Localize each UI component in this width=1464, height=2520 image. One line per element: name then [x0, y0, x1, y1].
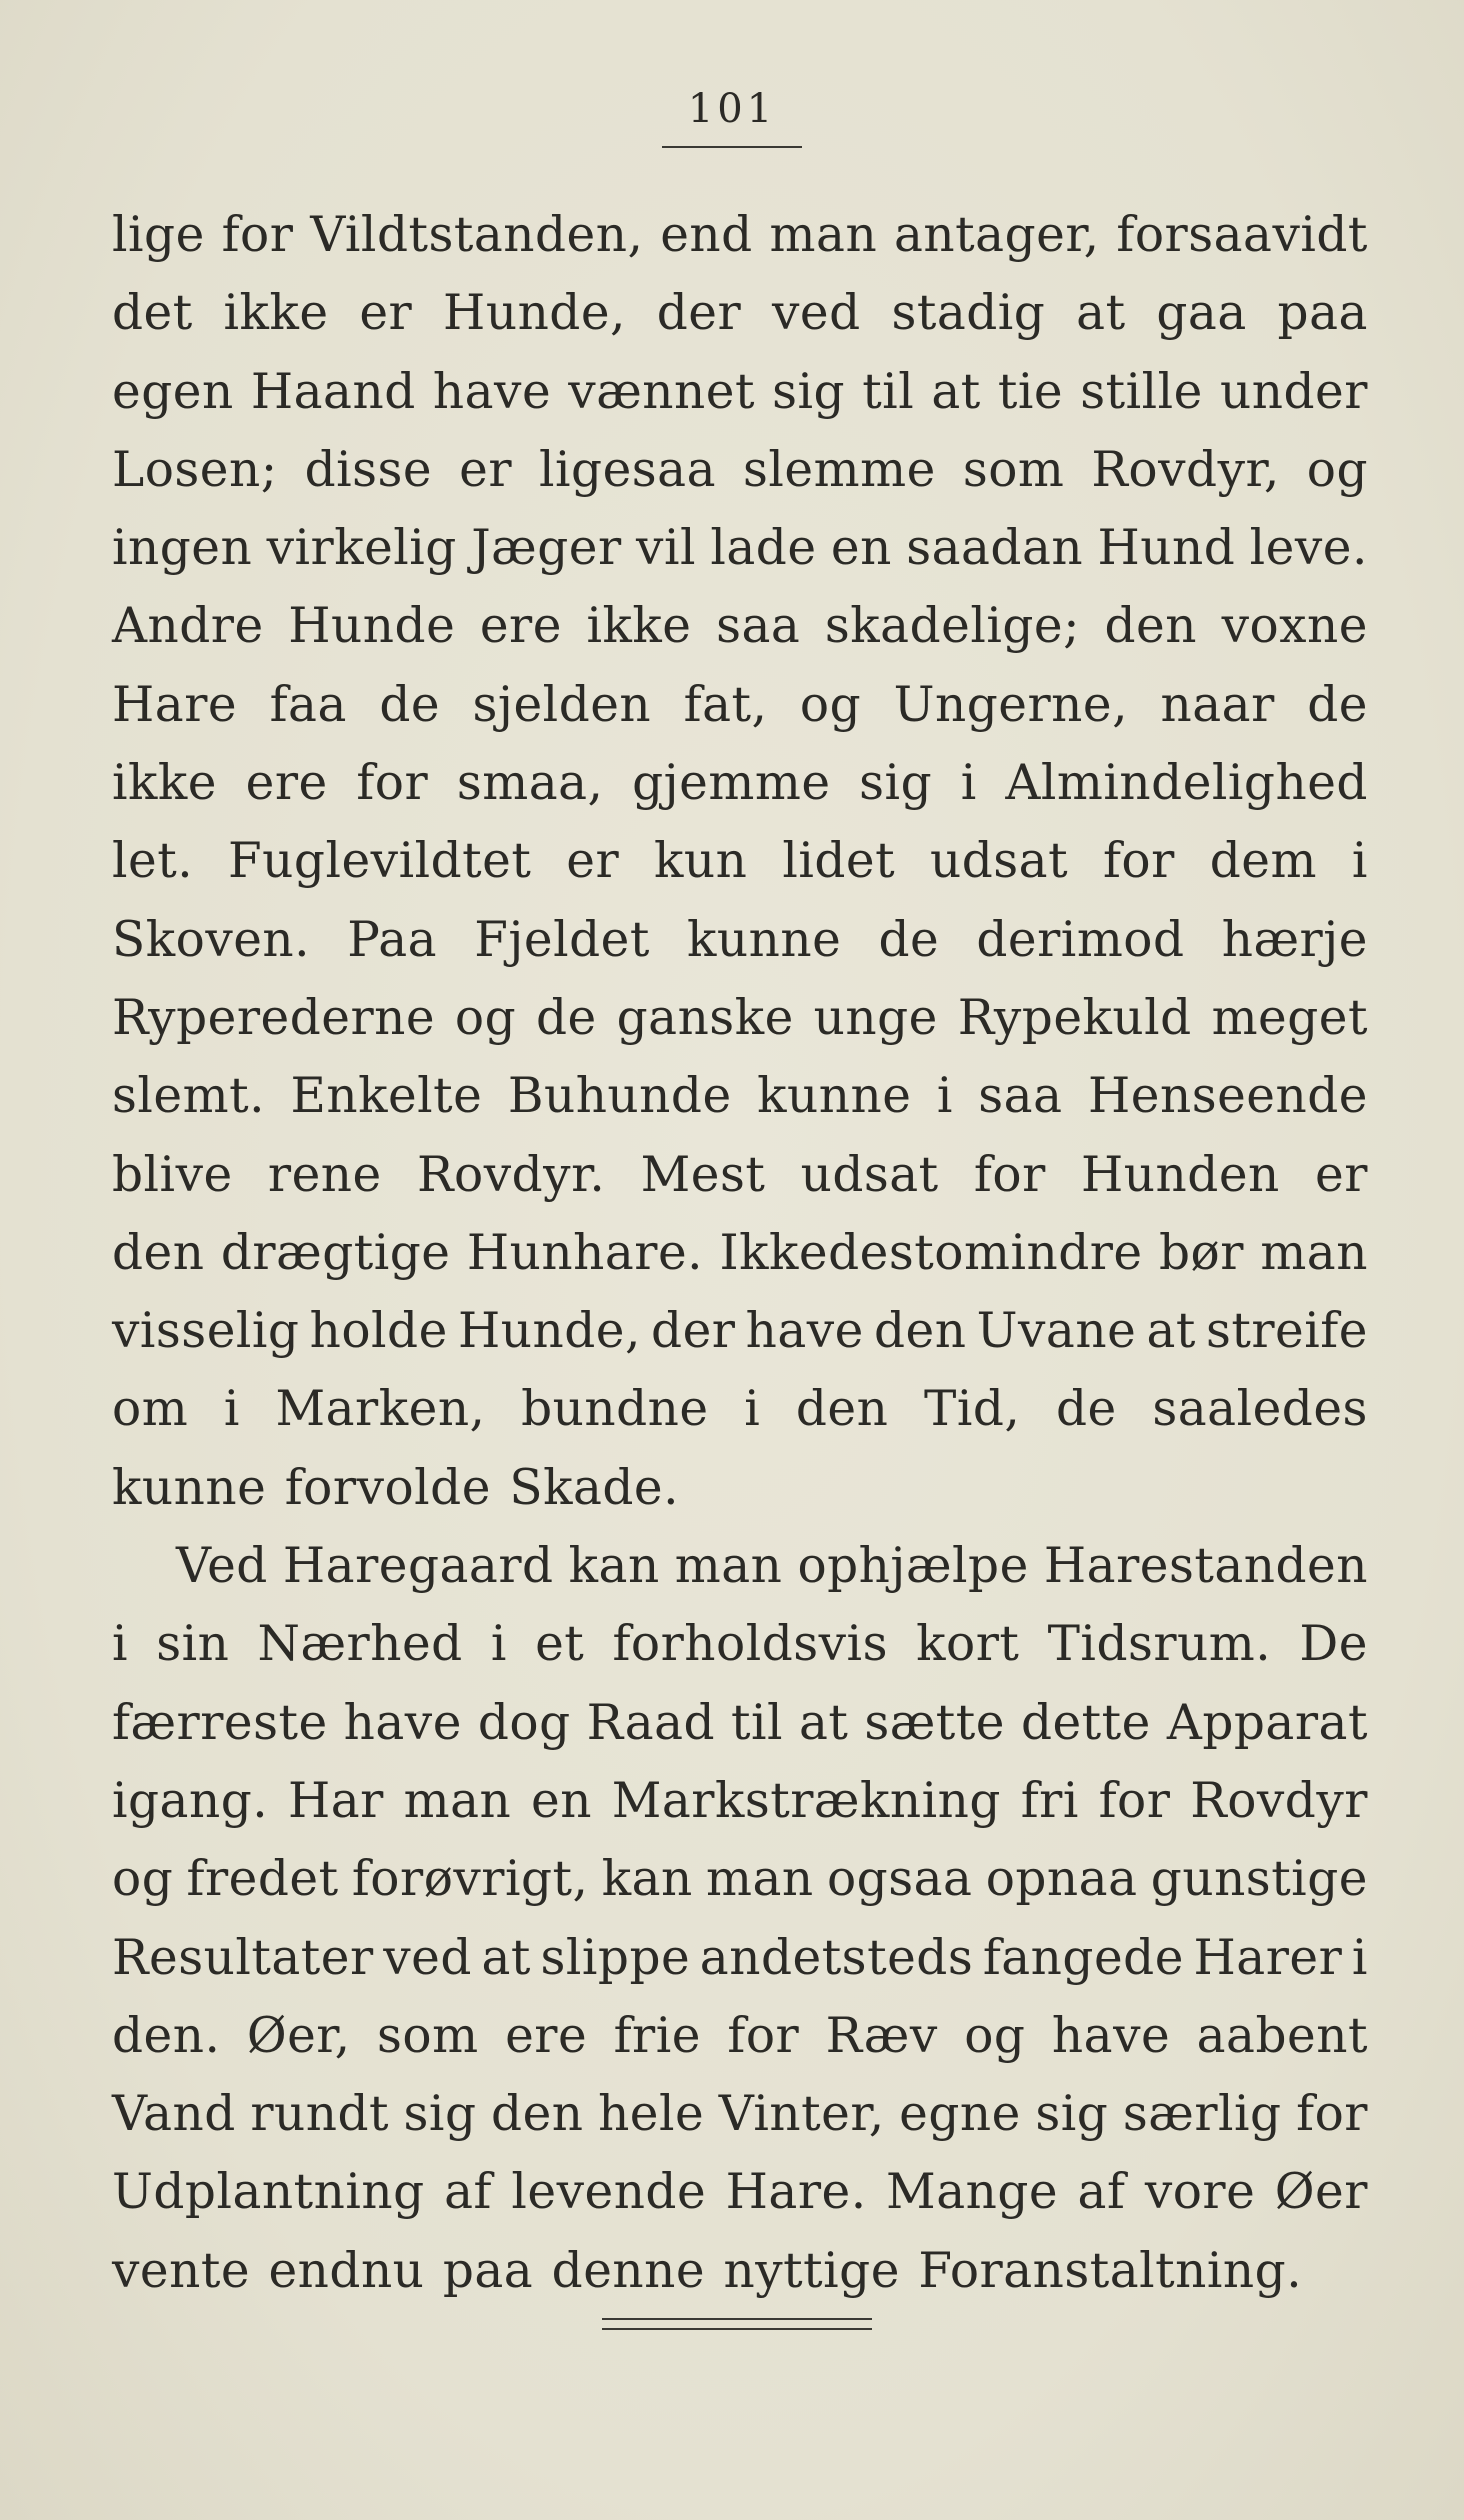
word: i	[223, 1381, 240, 1438]
word: for	[973, 1146, 1046, 1203]
word: blive	[112, 1146, 233, 1203]
word: som	[962, 441, 1065, 498]
word: rene	[267, 1146, 382, 1203]
word: det	[112, 285, 193, 342]
word: for	[221, 207, 294, 263]
word: Harer	[1193, 1929, 1343, 1986]
word: have	[432, 363, 552, 420]
word: Ikkedestomindre	[719, 1224, 1143, 1281]
word: og	[1306, 441, 1368, 498]
word: fri	[1020, 1772, 1079, 1829]
word: Andre	[112, 598, 264, 655]
word: andetsteds	[699, 1929, 974, 1986]
word: Skade.	[509, 1459, 680, 1516]
word: sjelden	[472, 676, 652, 733]
word: i	[490, 1616, 507, 1673]
word: fredet	[186, 1851, 339, 1908]
word: Apparat	[1166, 1694, 1368, 1751]
word: lade	[710, 520, 817, 577]
word: bundne	[521, 1381, 709, 1438]
word: stille	[1080, 363, 1203, 420]
word: de	[1055, 1381, 1117, 1438]
word: Hare	[112, 676, 238, 733]
word: sin	[156, 1616, 230, 1673]
body-text	[112, 196, 1368, 2310]
word: at	[798, 1694, 849, 1751]
word: leve.	[1249, 520, 1368, 577]
word: Resultater	[112, 1929, 374, 1986]
word: ikke	[223, 285, 329, 342]
word: disse	[304, 441, 433, 498]
word: i	[960, 755, 977, 812]
word: virkelig	[266, 520, 457, 577]
word: smaa,	[456, 755, 604, 812]
word: visselig	[112, 1303, 300, 1360]
text-line	[112, 431, 1368, 509]
text-line	[112, 2232, 1368, 2310]
word: Raad	[586, 1694, 716, 1751]
word: af	[1077, 2164, 1126, 2221]
word: slippe	[540, 1929, 691, 1986]
word: dog	[477, 1694, 571, 1751]
text-line	[112, 196, 1368, 274]
text-line	[112, 1136, 1368, 1214]
word: Harestanden	[1043, 1538, 1368, 1595]
word: saa	[716, 598, 801, 655]
word: for	[1098, 1772, 1171, 1829]
word: forsaavidt	[1116, 207, 1368, 263]
word: Tidsrum.	[1047, 1616, 1272, 1673]
word: Almindelighed	[1005, 755, 1368, 812]
text-line	[112, 1684, 1368, 1762]
word: sig	[403, 2086, 477, 2143]
word: have	[745, 1303, 864, 1360]
word: en	[531, 1772, 592, 1829]
word: hele	[598, 2086, 705, 2143]
word: dem	[1209, 833, 1317, 890]
word: Vinter,	[718, 2086, 885, 2143]
word: der	[651, 1303, 736, 1360]
word: ophjælpe	[797, 1538, 1029, 1595]
text-line	[112, 1057, 1368, 1135]
word: dette	[1020, 1694, 1151, 1751]
word: Rovdyr,	[1091, 441, 1280, 498]
word: Rypekuld	[957, 989, 1192, 1046]
text-line	[112, 1292, 1368, 1370]
word: Ræv	[825, 2007, 938, 2064]
word: Foranstaltning.	[918, 2242, 1303, 2299]
text-line	[112, 587, 1368, 665]
word: endnu	[268, 2242, 425, 2299]
word: Jæger	[471, 520, 622, 577]
word: Rovdyr.	[417, 1146, 606, 1203]
word: vore	[1144, 2164, 1256, 2221]
word: til	[731, 1694, 784, 1751]
word: og	[112, 1851, 174, 1908]
word: Hunde	[288, 598, 456, 655]
word: ligesaa	[539, 441, 717, 498]
word: streife	[1205, 1303, 1368, 1360]
word: paa	[442, 2242, 534, 2299]
word: bør	[1159, 1224, 1244, 1281]
text-line	[112, 1605, 1368, 1683]
word: i	[744, 1381, 761, 1438]
word: man	[769, 207, 878, 263]
word: Hunhare.	[466, 1224, 704, 1281]
word: let.	[112, 833, 194, 890]
word: stadig	[891, 285, 1046, 342]
word: holde	[309, 1303, 448, 1360]
paragraph	[112, 196, 1368, 1527]
word: ikke	[586, 598, 692, 655]
word: denne	[551, 2242, 706, 2299]
word: Vildtstanden,	[310, 207, 644, 263]
text-line	[112, 901, 1368, 979]
text-line	[112, 2153, 1368, 2231]
text-line	[112, 1762, 1368, 1840]
word: man	[403, 1772, 512, 1829]
word: og	[454, 989, 517, 1046]
text-line	[112, 274, 1368, 352]
word: Fuglevildtet	[228, 833, 532, 890]
word: sætte	[864, 1694, 1005, 1751]
word: forvolde	[284, 1459, 491, 1516]
word: Henseende	[1087, 1068, 1368, 1125]
word: naar	[1160, 676, 1275, 733]
word: ere	[245, 755, 328, 812]
word: kun	[654, 833, 748, 890]
word: Fjeldet	[474, 911, 650, 968]
word: ganske	[616, 989, 794, 1046]
word: at	[1076, 285, 1126, 342]
word: er	[566, 833, 620, 890]
word: sig	[1035, 2086, 1109, 2143]
word: Vand	[112, 2086, 236, 2143]
word: i	[1351, 833, 1368, 890]
word: faa	[269, 676, 347, 733]
end-rule-top	[602, 2318, 872, 2320]
word: ikke	[112, 755, 217, 812]
word: have	[343, 1694, 462, 1751]
word: vænnet	[568, 363, 755, 420]
text-line	[112, 509, 1368, 587]
word: udsat	[930, 833, 1069, 890]
word: de	[878, 911, 940, 968]
word: sig	[859, 755, 933, 812]
text-line	[112, 666, 1368, 744]
word: nyttige	[723, 2242, 900, 2299]
header-rule	[662, 146, 802, 148]
word: antager,	[894, 207, 1100, 263]
word: ingen	[112, 520, 253, 577]
word: Øer	[1274, 2164, 1368, 2221]
text-line	[112, 822, 1368, 900]
text-line	[112, 1449, 1368, 1527]
word: fat,	[683, 676, 768, 733]
text-line	[112, 353, 1368, 431]
word: Nærhed	[257, 1616, 463, 1673]
word: forholdsvis	[612, 1616, 888, 1673]
word: Markstrækning	[611, 1772, 1001, 1829]
word: de	[536, 989, 597, 1046]
word: Losen;	[112, 441, 278, 498]
word: er	[459, 441, 513, 498]
word: meget	[1211, 989, 1368, 1046]
word: den	[874, 1303, 967, 1360]
word: man	[1260, 1224, 1368, 1281]
word: saa	[978, 1068, 1063, 1125]
word: ere	[479, 598, 562, 655]
word: for	[1296, 2086, 1368, 2143]
word: Tid,	[924, 1381, 1021, 1438]
word: særlig	[1122, 2086, 1282, 2143]
word: man	[706, 1851, 814, 1908]
word: en	[830, 520, 892, 577]
word: Ryperederne	[112, 989, 436, 1046]
word: i	[112, 1616, 129, 1673]
word: i	[1351, 1929, 1368, 1986]
word: som	[377, 2007, 479, 2064]
word: gaa	[1156, 285, 1247, 342]
word: saaledes	[1152, 1381, 1368, 1438]
word: derimod	[976, 911, 1185, 968]
word: slemt.	[112, 1068, 265, 1125]
word: ere	[505, 2007, 588, 2064]
text-line	[112, 979, 1368, 1057]
word: saadan	[906, 520, 1084, 577]
word: ved	[772, 285, 861, 342]
word: lidet	[782, 833, 896, 890]
word: Haregaard	[282, 1538, 554, 1595]
word: lige	[112, 207, 205, 263]
word: kort	[916, 1616, 1020, 1673]
word: kan	[601, 1851, 693, 1908]
word: er	[359, 285, 413, 342]
end-rule-bottom	[602, 2328, 872, 2330]
word: at	[481, 1929, 531, 1986]
word: levende	[511, 2164, 707, 2221]
word: om	[112, 1381, 189, 1438]
word: drægtige	[220, 1224, 451, 1281]
word: for	[1102, 833, 1175, 890]
word: og	[799, 676, 862, 733]
word: slemme	[743, 441, 936, 498]
page-number: 101	[687, 86, 777, 132]
word: Hare.	[725, 2164, 867, 2221]
word: kunne	[757, 1068, 912, 1125]
word: frie	[613, 2007, 701, 2064]
word: af	[444, 2164, 492, 2221]
word: Skoven.	[112, 911, 311, 968]
word: fangede	[982, 1929, 1184, 1986]
word: Udplantning	[112, 2164, 425, 2221]
word: et	[535, 1616, 585, 1673]
word: kunne	[687, 911, 842, 968]
word: ogsaa	[826, 1851, 973, 1908]
word: Buhunde	[507, 1068, 732, 1125]
word: Mange	[886, 2164, 1059, 2221]
word: er	[1315, 1146, 1368, 1203]
word: Hunden	[1081, 1146, 1280, 1203]
word: Hunde,	[443, 285, 626, 342]
word: unge	[813, 989, 938, 1046]
word: ved	[383, 1929, 472, 1986]
word: man	[674, 1538, 783, 1595]
text-line	[112, 1527, 1368, 1605]
word: og	[964, 2007, 1026, 2064]
word: i	[936, 1068, 953, 1125]
paragraph	[112, 1527, 1368, 2310]
word: voxne	[1221, 598, 1368, 655]
word: under	[1220, 363, 1368, 420]
word: den	[112, 1224, 205, 1281]
text-line	[112, 1214, 1368, 1292]
text-line	[112, 1919, 1368, 1997]
word: Hund	[1097, 520, 1236, 577]
word: de	[379, 676, 441, 733]
text-line	[112, 744, 1368, 822]
word: de	[1307, 676, 1368, 733]
word: der	[656, 285, 742, 342]
word: vente	[112, 2242, 251, 2299]
word: igang.	[112, 1772, 269, 1829]
word: rundt	[250, 2086, 390, 2143]
word: Øer,	[246, 2007, 351, 2064]
word: Uvane	[976, 1303, 1137, 1360]
word: færreste	[112, 1694, 328, 1751]
word: Ungerne,	[893, 676, 1129, 733]
word: egne	[899, 2086, 1021, 2143]
word: tie	[997, 363, 1064, 420]
word: have	[1051, 2007, 1171, 2064]
text-line	[112, 1840, 1368, 1918]
word: Rovdyr	[1190, 1772, 1368, 1829]
word: at	[1146, 1303, 1196, 1360]
word: opnaa	[985, 1851, 1138, 1908]
word: Haand	[250, 363, 416, 420]
word: hærje	[1221, 911, 1368, 968]
text-line	[112, 1370, 1368, 1448]
word: egen	[112, 363, 234, 420]
word: gunstige	[1150, 1851, 1368, 1908]
word: vil	[636, 520, 696, 577]
word: Ved	[176, 1538, 268, 1595]
word: den	[1104, 598, 1197, 655]
word: Hunde,	[457, 1303, 641, 1360]
word: den.	[112, 2007, 221, 2064]
word: Enkelte	[290, 1068, 483, 1125]
word: kan	[568, 1538, 660, 1595]
word: end	[660, 207, 753, 263]
word: sig	[772, 363, 846, 420]
word: forøvrigt,	[351, 1851, 589, 1908]
word: at	[931, 363, 981, 420]
text-line	[112, 1997, 1368, 2075]
word: aabent	[1196, 2007, 1368, 2064]
word: for	[356, 755, 429, 812]
word: De	[1299, 1616, 1368, 1673]
word: Marken,	[275, 1381, 486, 1438]
word: skadelige;	[824, 598, 1080, 655]
word: Har	[287, 1772, 384, 1829]
word: Mest	[640, 1146, 766, 1203]
text-line	[112, 2075, 1368, 2153]
word: til	[862, 363, 915, 420]
word: Paa	[347, 911, 438, 968]
word: gjemme	[632, 755, 831, 812]
word: den	[795, 1381, 889, 1438]
word: for	[727, 2007, 800, 2064]
word: udsat	[800, 1146, 939, 1203]
word: paa	[1277, 285, 1368, 342]
word: kunne	[112, 1459, 267, 1516]
word: den	[491, 2086, 584, 2143]
